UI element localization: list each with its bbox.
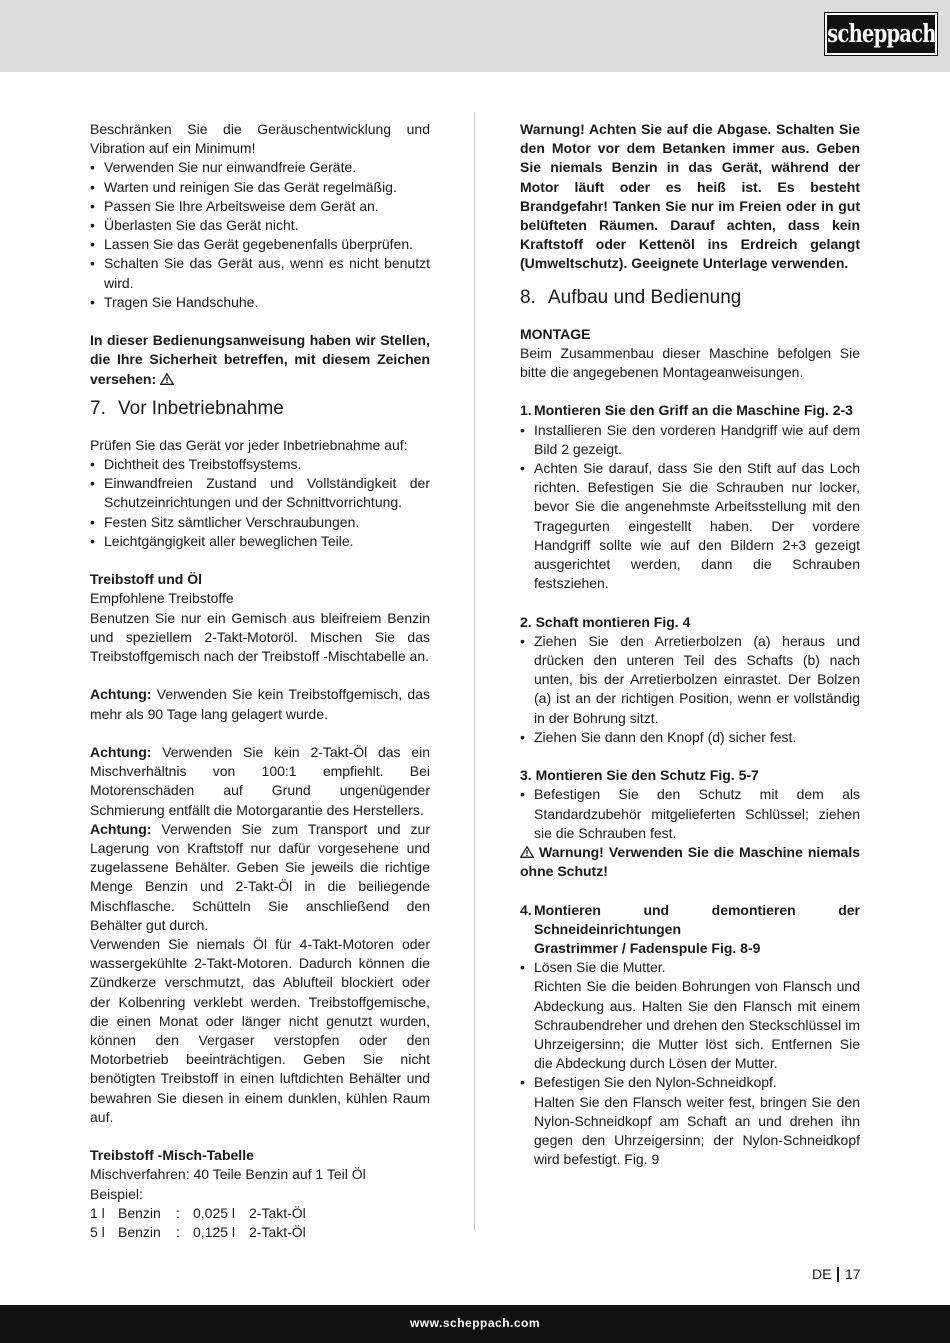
step-3-title: 3. Montieren Sie den Schutz Fig. 5-7 bbox=[520, 767, 759, 784]
list-item: • Verwenden Sie nur einwandfreie Geräte. bbox=[90, 158, 430, 177]
step-3-warning: Warnung! Verwenden Sie die Maschine niemals ohne Schutz! bbox=[520, 844, 861, 880]
mix-row: 1 l Benzin : 0,025 l 2-Takt-Öl bbox=[90, 1204, 306, 1221]
page-header bbox=[0, 0, 950, 72]
check-list bbox=[90, 455, 430, 551]
exhaust-warning: Warnung! Achten Sie auf die Abgase. Schalten Sie den Motor vor dem Betanken immer aus. Geben Sie niemals Benzin in das Gerät, während der Motor läuft oder es heiß ist. Es besteht Brandgefahr! Tanken Sie nur im Freien oder in gut belüfteten Räumen. Darauf achten, dass kein Kraftstoff oder Kettenöl ins Erdreich gelangt (Umweltschutz). Geeignete Unterlage verwenden. bbox=[520, 121, 860, 272]
page-footer bbox=[0, 1305, 950, 1343]
list-item: • Leichtgängigkeit aller beweglichen Teile. bbox=[90, 532, 430, 551]
step-4-subheading: Grastrimmer / Fadenspule Fig. 8-9 bbox=[534, 940, 761, 957]
language-code: DE bbox=[812, 1266, 832, 1282]
section-7-heading: 7. Vor Inbetriebnahme bbox=[90, 397, 284, 419]
list-item: • Tragen Sie Handschuhe. bbox=[90, 293, 430, 312]
list-item: • Einwandfreien Zustand und Vollständigkeit der Schutzeinrichtungen und der Schnittvorrichtung. bbox=[90, 474, 430, 512]
list-item: • Schalten Sie das Gerät aus, wenn es nicht benutzt wird. bbox=[90, 254, 430, 292]
fuel-subheading: Empfohlene Treibstoffe bbox=[90, 590, 234, 607]
mix-line-1: Mischverfahren: 40 Teile Benzin auf 1 Teil Öl bbox=[90, 1166, 366, 1183]
step-4-list bbox=[520, 958, 860, 1169]
step-1-list bbox=[520, 421, 860, 594]
intro-list bbox=[90, 158, 430, 312]
column-divider bbox=[474, 112, 475, 1230]
intro-paragraph: Beschränken Sie die Geräuschentwicklung und Vibration auf ein Minimum! bbox=[90, 121, 430, 157]
step-2-title: 2. Schaft montieren Fig. 4 bbox=[520, 613, 691, 630]
list-item: • Lassen Sie das Gerät gegebenenfalls überprüfen. bbox=[90, 235, 430, 254]
page-number bbox=[812, 1265, 861, 1284]
mix-line-2: Beispiel: bbox=[90, 1185, 143, 1202]
page-number-value: 17 bbox=[844, 1266, 861, 1282]
warning-icon bbox=[160, 373, 174, 385]
list-item: • Ziehen Sie den Arretierbolzen (a) heraus und drücken den unteren Teil des Schafts (b) nach unten, bis der Arretierbolzen einrastet. Der Bolzen (a) ist an der richtigen Position, wenn er vollständig in der Bohrung sitzt. bbox=[520, 632, 860, 728]
right-column bbox=[520, 120, 860, 1170]
fuel-paragraph: Benutzen Sie nur ein Gemisch aus bleifreiem Benzin und speziellem 2-Takt-Motoröl. Mischen Sie das Treibstoffgemisch nach der Treibstoff -Mischtabelle an. bbox=[90, 609, 430, 665]
list-item: • Installieren Sie den vorderen Handgriff wie auf dem Bild 2 gezeigt. bbox=[520, 421, 860, 459]
page-separator bbox=[837, 1267, 839, 1282]
list-item: • Festen Sitz sämtlicher Verschraubungen. bbox=[90, 513, 430, 532]
list-item: • Passen Sie Ihre Arbeitsweise dem Gerät an. bbox=[90, 197, 430, 216]
attention-2: Achtung: Verwenden Sie kein 2-Takt-Öl das ein Mischverhältnis von 100:1 empfiehlt. Bei Motorenschäden auf Grund ungenügender Schmierung entfällt die Motorgarantie des Herstellers. bbox=[90, 744, 430, 818]
warning-icon bbox=[520, 846, 534, 858]
check-intro: Prüfen Sie das Gerät vor jeder Inbetriebnahme auf: bbox=[90, 436, 408, 453]
list-item: • Überlasten Sie das Gerät nicht. bbox=[90, 216, 430, 235]
list-item: • Ziehen Sie dann den Knopf (d) sicher fest. bbox=[520, 728, 860, 747]
step-1-title: 1. Montieren Sie den Griff an die Maschine Fig. 2-3 bbox=[520, 402, 853, 419]
montage-heading: MONTAGE bbox=[520, 325, 591, 342]
list-item: • Warten und reinigen Sie das Gerät regelmäßig. bbox=[90, 178, 430, 197]
list-item: • Dichtheit des Treibstoffsystems. bbox=[90, 455, 430, 474]
list-item: • Lösen Sie die Mutter. Richten Sie die beiden Bohrungen von Flansch und Abdeckung aus. Halten Sie den Flansch mit einem Schraubendreher und drehen den Steckschlüssel im Uhrzeigersinn; die Mutter löst sich. Entfernen Sie die Abdeckung durch Lösen der Mutter. bbox=[520, 958, 860, 1073]
fuel-heading: Treibstoff und Öl bbox=[90, 571, 202, 588]
montage-paragraph: Beim Zusammenbau dieser Maschine befolgen Sie bitte die angegebenen Montageanweisungen. bbox=[520, 344, 860, 381]
brand-logo bbox=[825, 13, 937, 55]
list-item: • Befestigen Sie den Nylon-Schneidkopf. Halten Sie den Flansch weiter fest, bringen Sie den Nylon-Schneidkopf am Schaft an und drehen ihn gegen den Uhrzeigersinn; der Nylon-Schneidkopf wird befestigt. Fig. 9 bbox=[520, 1073, 860, 1169]
safety-note-text: In dieser Bedienungsanweisung haben wir Stellen, die Ihre Sicherheit betreffen, mit diesem Zeichen versehen: bbox=[90, 332, 430, 387]
section-8-heading: 8. Aufbau und Bedienung bbox=[520, 286, 742, 308]
logo-text: scheppach bbox=[826, 19, 936, 49]
footer-url[interactable]: www.scheppach.com bbox=[409, 1316, 541, 1331]
attention-3: Achtung: Verwenden Sie zum Transport und zur Lagerung von Kraftstoff nur dafür vorgesehene und zugelassene Behälter. Geben Sie jeweils die richtige Menge Benzin und 2-Takt-Öl in die beiliegende Mischflasche. Schütteln Sie anschließend den Behälter gut durch. bbox=[90, 820, 430, 933]
mix-table-heading: Treibstoff -Misch-Tabelle bbox=[90, 1147, 254, 1164]
step-3-list bbox=[520, 785, 860, 843]
list-item: • Befestigen Sie den Schutz mit dem als Standardzubehör mitgelieferten Schlüssel; ziehen sie die Schrauben fest. bbox=[520, 785, 860, 843]
mix-row: 5 l Benzin : 0,125 l 2-Takt-Öl bbox=[90, 1224, 306, 1241]
left-column bbox=[90, 120, 430, 1242]
step-4-title: 4. Montieren und demontieren der Schneideinrichtungen bbox=[520, 901, 860, 937]
safety-note bbox=[90, 331, 430, 389]
fuel-paragraph-2: Verwenden Sie niemals Öl für 4-Takt-Motoren oder wassergekühlte 2-Takt-Motoren. Dadurch können die Zündkerze verschmutzt, das Ablufteil blockiert oder der Kolbenring verklebt werden. Treibstoffgemische, die einen Monat oder länger nicht genutzt wurden, können den Vergaser verstopfen oder den Motorbetrieb beeinträchtigen. Geben Sie nicht benötigten Treibstoff in einen luftdichten Behälter und bewahren Sie diesen in einem dunklen, kühlen Raum auf. bbox=[90, 936, 430, 1125]
list-item: • Achten Sie darauf, dass Sie den Stift auf das Loch richten. Befestigen Sie die Schrauben nur locker, bevor Sie die angenehmste Arbeitsstellung mit den Tragegurten eingestellt haben. Der vordere Handgriff sollte wie auf den Bildern 2+3 gezeigt ausgerichtet werden, dann die Schrauben festsziehen. bbox=[520, 459, 860, 593]
attention-1: Achtung: Verwenden Sie kein Treibstoffgemisch, das mehr als 90 Tage lang gelagert wurde. bbox=[90, 686, 431, 722]
step-2-list bbox=[520, 632, 860, 747]
